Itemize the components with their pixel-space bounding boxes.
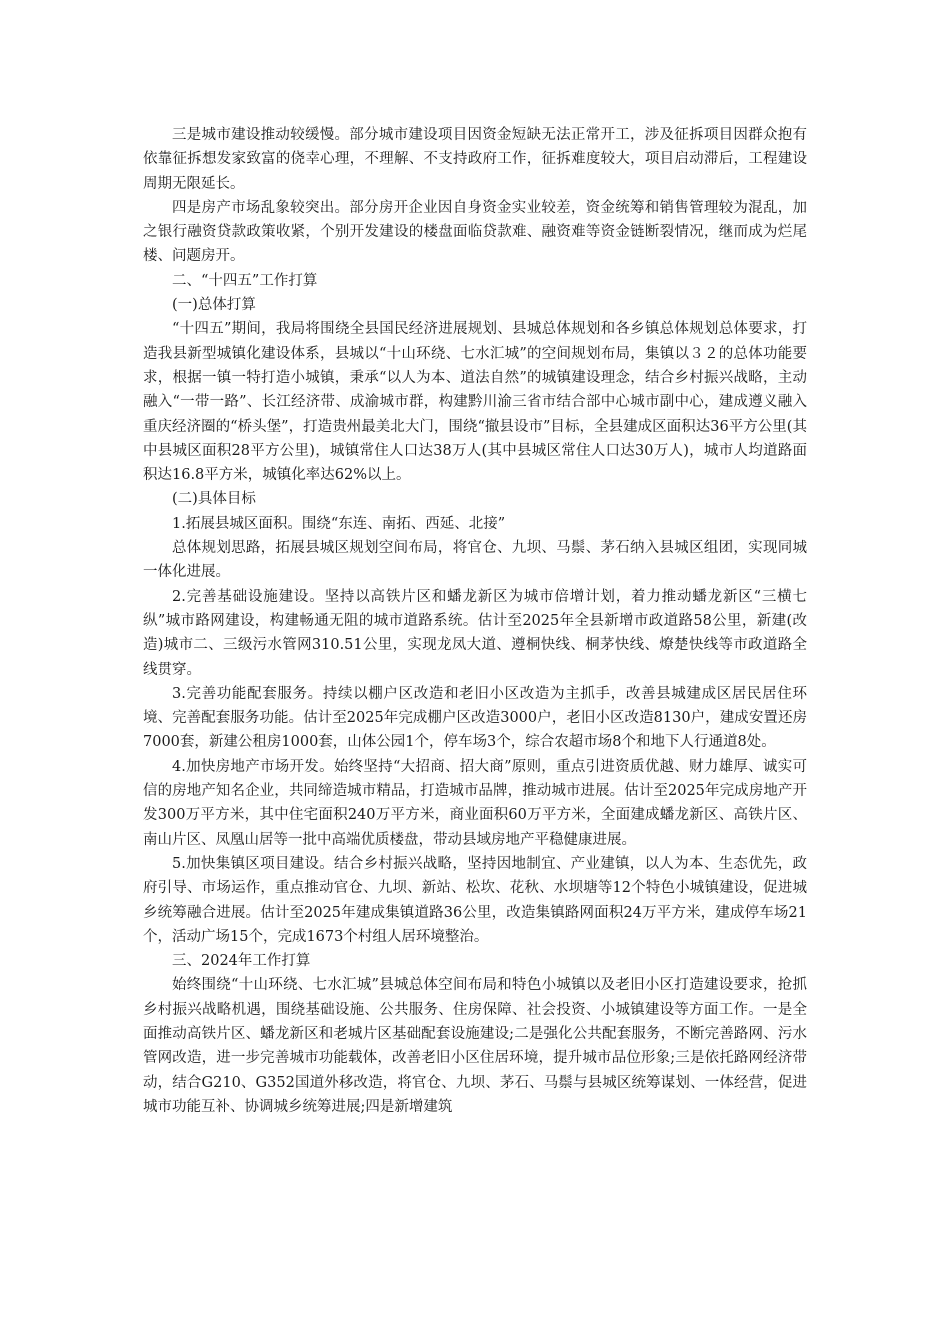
- paragraph: 四是房产市场乱象较突出。部分房开企业因自身资金实业较差，资金统筹和销售管理较为混乱，加之银行融资贷款政策收紧，个别开发建设的楼盘面临贷款难、融资难等资金链断裂情况，继而成为烂尾楼、问题房开。: [143, 199, 807, 265]
- paragraph: 总体规划思路，拓展县城区规划空间布局，将官仓、九坝、马鬃、茅石纳入县城区组团，实现同城一体化进展。: [143, 540, 807, 581]
- subsection-heading: (二)具体目标: [172, 491, 256, 508]
- paragraph: 5.加快集镇区项目建设。结合乡村振兴战略，坚持因地制宜、产业建镇，以人为本、生态优先，政府引导、市场运作，重点推动官仓、九坝、新站、松坎、花秋、水坝塘等12个特色小城镇建设，促进城乡统筹融合进展。估计至2025年建成集镇道路36公里，改造集镇路网面积24万平方米，建成停车场21个，活动广场15个，完成1673个村组人居环境整治。: [143, 855, 807, 945]
- paragraph: 3.完善功能配套服务。持续以棚户区改造和老旧小区改造为主抓手，改善县城建成区居民居住环境、完善配套服务功能。估计至2025年完成棚户区改造3000户，老旧小区改造8130户，建成安置还房7000套，新建公租房1000套，山体公园1个，停车场3个，综合农超市场8个和地下人行通道8处。: [143, 685, 807, 751]
- paragraph: “十四五”期间，我局将围绕全县国民经济进展规划、县城总体规划和各乡镇总体规划总体要求，打造我县新型城镇化建设体系，县城以“十山环绕、七水汇城”的空间规划布局，集镇以３２的总体功能要求，根据一镇一特打造小城镇，秉承“以人为本、道法自然”的城镇建设理念，结合乡村振兴战略，主动融入“一带一路”、长江经济带、成渝城市群，构建黔川渝三省市结合部中心城市副中心，建成遵义融入重庆经济圈的“桥头堡”，打造贵州最美北大门，围绕“撤县设市”目标，全县建成区面积达36平方公里(其中县城区面积28平方公里)，城镇常住人口达38万人(其中县城区常住人口达30万人)，城市人均道路面积达16.8平方米，城镇化率达62%以上。: [143, 321, 807, 484]
- paragraph: 1.拓展县城区面积。围绕“东连、南拓、西延、北接”: [172, 515, 506, 532]
- document-page: [143, 123, 807, 1119]
- paragraph: 三是城市建设推动较缓慢。部分城市建设项目因资金短缺无法正常开工，涉及征拆项目因群众抱有依靠征拆想发家致富的侥幸心理，不理解、不支持政府工作，征拆难度较大，项目启动滞后，工程建设周期无限延长。: [143, 127, 807, 192]
- section-heading: 三、2024年工作打算: [172, 953, 311, 970]
- paragraph: 始终围绕“十山环绕、七水汇城”县城总体空间布局和特色小城镇以及老旧小区打造建设要求，抢抓乡村振兴战略机遇，围绕基础设施、公共服务、住房保障、社会投资、小城镇建设等方面工作。一是全面推动高铁片区、蟠龙新区和老城片区基础配套设施建设;二是强化公共配套服务，不断完善路网、污水管网改造，进一步完善城市功能载体，改善老旧小区住居环境，提升城市品位形象;三是依托路网经济带动，结合G210、G352国道外移改造，将官仓、九坝、茅石、马鬃与县城区统筹谋划、一体经营，促进城市功能互补、协调城乡统筹进展;四是新增建筑: [143, 977, 807, 1115]
- paragraph: 4.加快房地产市场开发。始终坚持“大招商、招大商”原则，重点引进资质优越、财力雄厚、诚实可信的房地产知名企业，共同缔造城市精品，打造城市品牌，推动城市进展。估计至2025年完成房地产开发300万平方米，其中住宅面积240万平方米，商业面积60万平方米，全面建成蟠龙新区、高铁片区、南山片区、凤凰山居等一批中高端优质楼盘，带动县域房地产平稳健康进展。: [143, 758, 807, 848]
- section-heading: 二、“十四五”工作打算: [172, 272, 318, 289]
- paragraph: 2.完善基础设施建设。坚持以高铁片区和蟠龙新区为城市倍增计划，着力推动蟠龙新区“三横七纵”城市路网建设，构建畅通无阻的城市道路系统。估计至2025年全县新增市政道路58公里，新建(改造)城市二、三级污水管网310.51公里，实现龙凤大道、遵桐快线、桐茅快线、燎楚快线等市政道路全线贯穿。: [143, 588, 807, 678]
- subsection-heading: (一)总体打算: [172, 297, 256, 314]
